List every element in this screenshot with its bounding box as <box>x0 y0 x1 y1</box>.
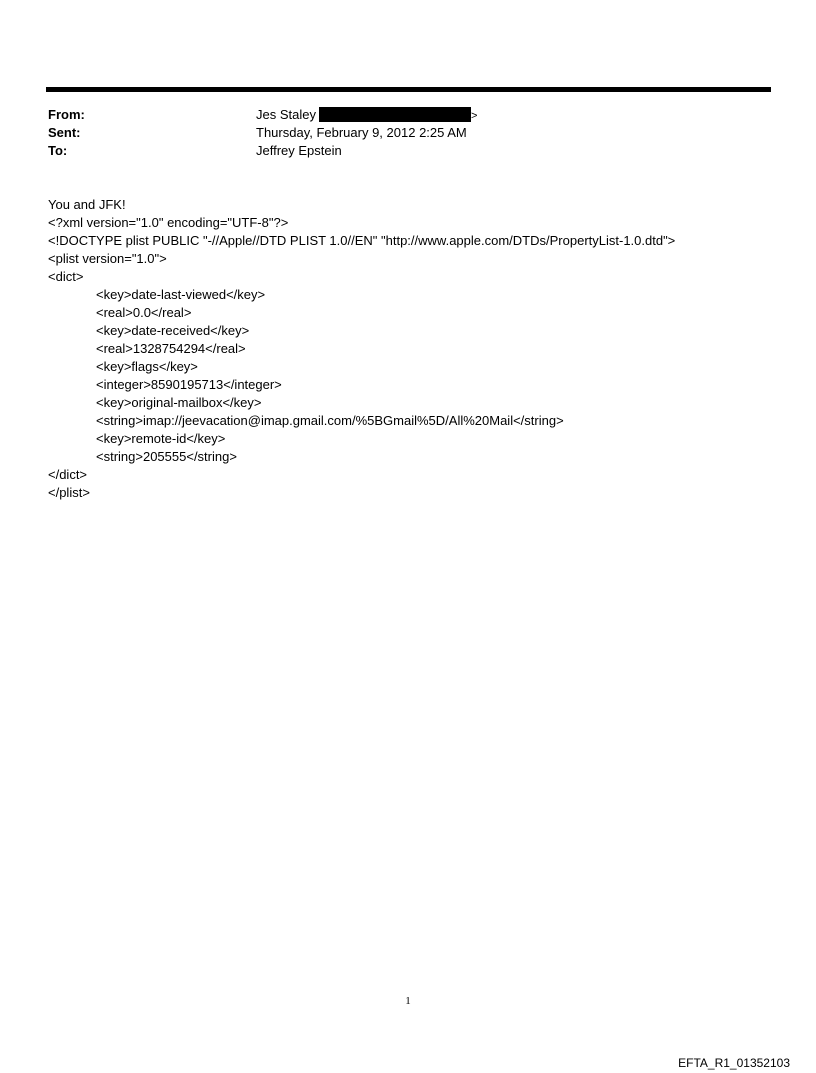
body-line: <string>imap://jeevacation@imap.gmail.com/%5BGmail%5D/All%20Mail</string> <box>96 413 564 428</box>
to-value: Jeffrey Epstein <box>256 143 342 158</box>
redaction-tail: > <box>470 110 478 122</box>
sender-name: Jes Staley <box>256 107 316 122</box>
from-row <box>48 106 768 124</box>
sent-row <box>48 124 768 142</box>
email-header <box>48 106 768 160</box>
to-label: To: <box>48 143 68 158</box>
redaction-block <box>319 107 471 122</box>
bates-number: EFTA_R1_01352103 <box>678 1056 790 1070</box>
body-line: <!DOCTYPE plist PUBLIC "-//Apple//DTD PLIST 1.0//EN" "http://www.apple.com/DTDs/PropertyList-1.0.dtd"> <box>48 233 676 248</box>
body-line: <key>flags</key> <box>96 359 198 374</box>
sent-label: Sent: <box>48 125 81 140</box>
body-line: <key>remote-id</key> <box>96 431 226 446</box>
sent-value: Thursday, February 9, 2012 2:25 AM <box>256 125 467 140</box>
to-row <box>48 142 768 160</box>
header-rule <box>46 87 771 92</box>
body-line: <integer>8590195713</integer> <box>96 377 282 392</box>
body-line: <key>date-received</key> <box>96 323 250 338</box>
body-line: You and JFK! <box>48 197 126 212</box>
body-line: <real>1328754294</real> <box>96 341 246 356</box>
body-line: <key>date-last-viewed</key> <box>96 287 266 302</box>
page-number: 1 <box>405 995 411 1007</box>
body-line: <real>0.0</real> <box>96 305 192 320</box>
body-line: <key>original-mailbox</key> <box>96 395 262 410</box>
from-value <box>256 106 477 125</box>
message-body <box>48 196 768 502</box>
body-line: <?xml version="1.0" encoding="UTF-8"?> <box>48 215 289 230</box>
from-label: From: <box>48 107 85 122</box>
body-line: <dict> <box>48 269 84 284</box>
body-line: <string>205555</string> <box>96 449 237 464</box>
body-line: </plist> <box>48 485 90 500</box>
body-line: <plist version="1.0"> <box>48 251 167 266</box>
body-line: </dict> <box>48 467 88 482</box>
